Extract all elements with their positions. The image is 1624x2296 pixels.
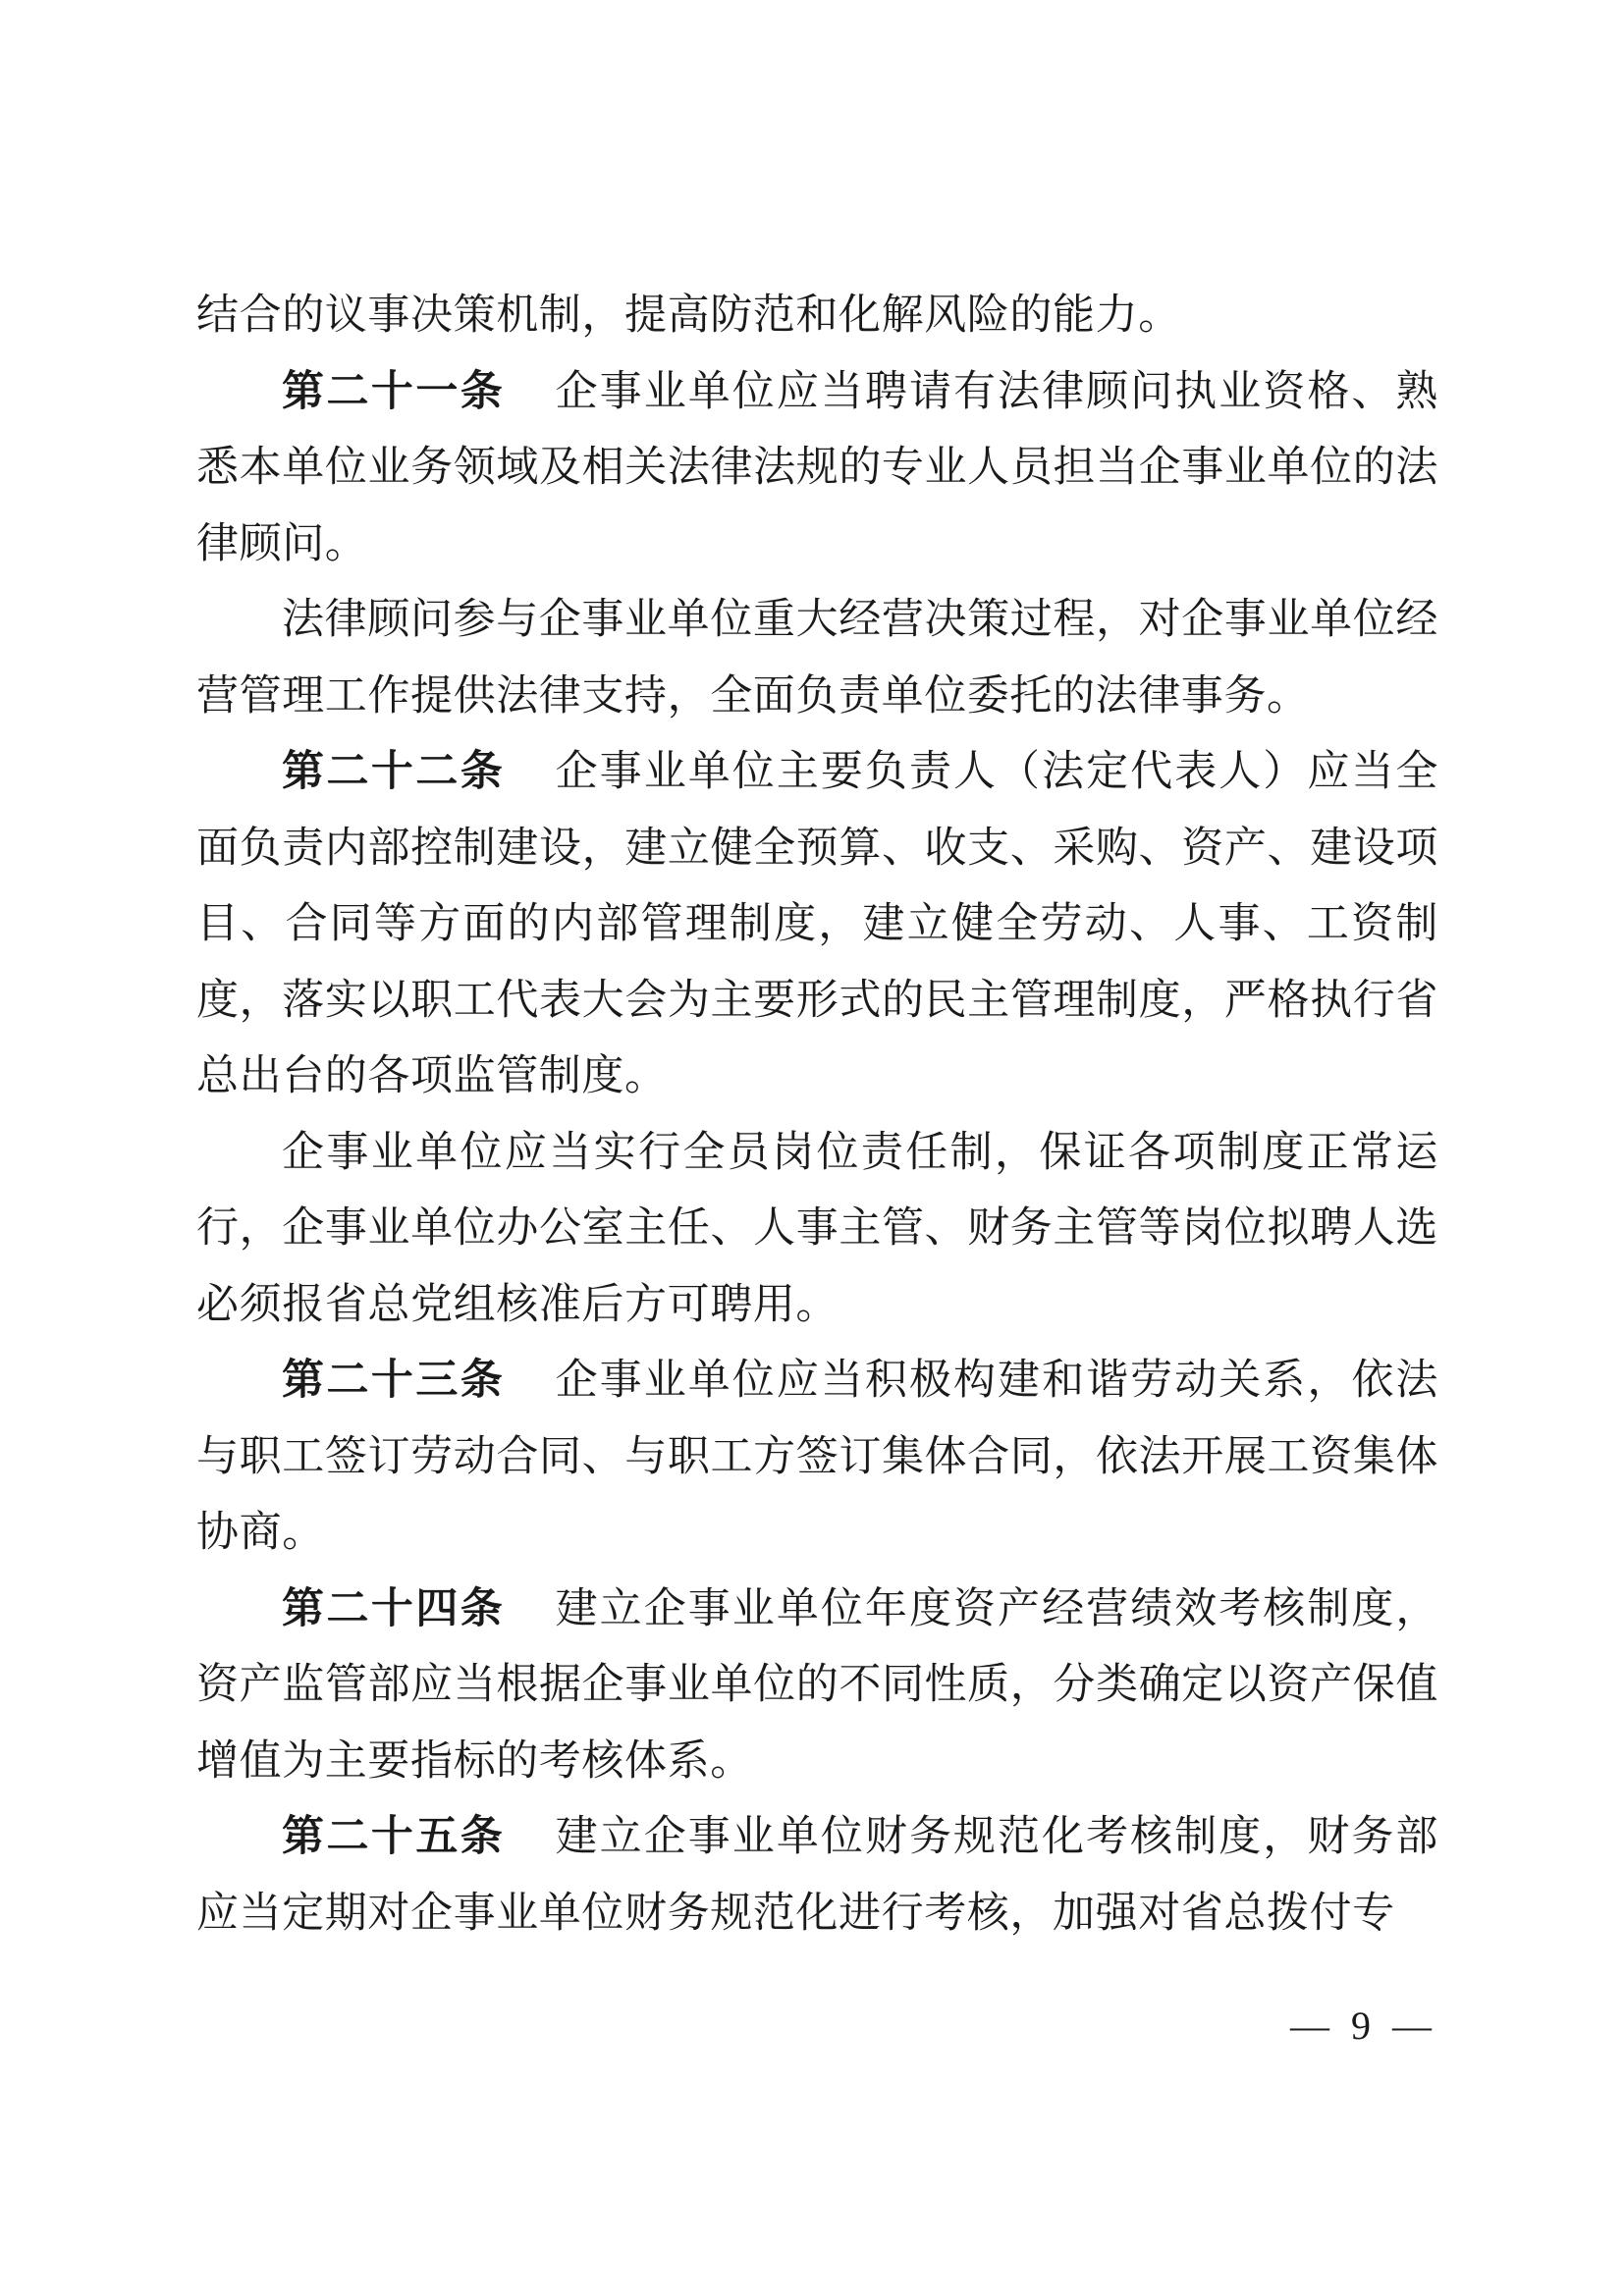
paragraph-article-25 (196, 1799, 1438, 1951)
article-number: 第二十一条 (282, 366, 506, 416)
paragraph-text: 企事业单位应当实行全员岗位责任制，保证各项制度正常运行，企事业单位办公室主任、人事主管、财务主管等岗位拟聘人选必须报省总党组核准后方可聘用。 (196, 1127, 1438, 1329)
document-body (196, 278, 1438, 1951)
paragraph-text: 建立企事业单位年度资产经营绩效考核制度，资产监管部应当根据企事业单位的不同性质，分类确定以资产保值增值为主要指标的考核体系。 (196, 1583, 1439, 1786)
paragraph-text: 企事业单位应当积极构建和谐劳动关系，依法与职工签订劳动合同、与职工方签订集体合同，依法开展工资集体协商。 (196, 1356, 1439, 1557)
paragraph-3 (196, 582, 1438, 734)
article-number: 第二十三条 (282, 1356, 506, 1405)
paragraph-text: 结合的议事决策机制，提高防范和化解风险的能力。 (196, 291, 1181, 340)
paragraph-text: 建立企事业单位财务规范化考核制度，财务部应当定期对企事业单位财务规范化进行考核，加强对省总拨付专 (196, 1812, 1439, 1938)
article-number: 第二十二条 (282, 747, 506, 796)
page-number: — 9 — (1290, 2003, 1437, 2048)
paragraph-article-23 (196, 1343, 1438, 1572)
paragraph-5 (196, 1115, 1438, 1344)
article-number: 第二十五条 (282, 1812, 506, 1861)
paragraph-1 (196, 278, 1438, 354)
paragraph-text: 企事业单位应当聘请有法律顾问执业资格、熟悉本单位业务领域及相关法律法规的专业人员担当企事业单位的法律顾问。 (196, 366, 1439, 568)
paragraph-article-21 (196, 354, 1438, 583)
paragraph-text: 法律顾问参与企事业单位重大经营决策过程，对企事业单位经营管理工作提供法律支持，全面负责单位委托的法律事务。 (196, 595, 1438, 721)
article-number: 第二十四条 (282, 1583, 506, 1633)
paragraph-article-24 (196, 1572, 1438, 1800)
paragraph-article-22 (196, 734, 1438, 1115)
paragraph-text: 企事业单位主要负责人（法定代表人）应当全面负责内部控制建设，建立健全预算、收支、采购、资产、建设项目、合同等方面的内部管理制度，建立健全劳动、人事、工资制度，落实以职工代表大会为主要形式的民主管理制度，严格执行省总出台的各项监管制度。 (196, 747, 1439, 1100)
